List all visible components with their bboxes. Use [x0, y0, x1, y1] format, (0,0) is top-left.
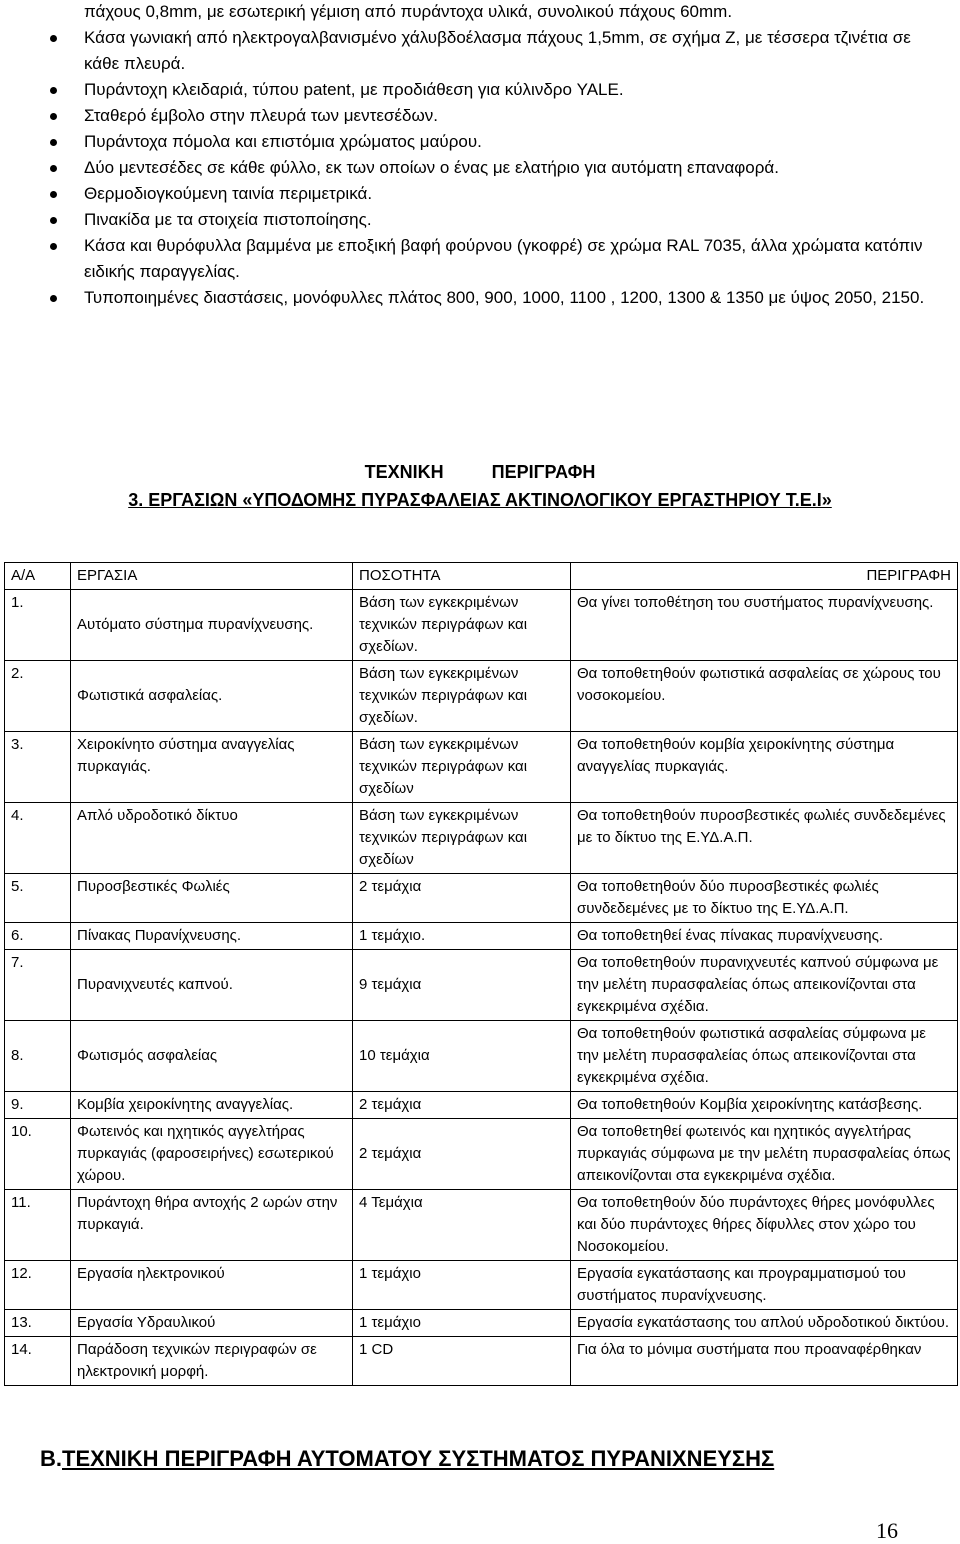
bullet-dot-icon	[50, 139, 57, 146]
header-work: ΕΡΓΑΣΙΑ	[71, 563, 353, 590]
spec-bullet-text: Κάσα και θυρόφυλλα βαμμένα με εποξική βαφή φούρνου (γκοφρέ) σε χρώμα RAL 7035, άλλα χρώματα κατόπιν ειδικής παραγγελίας.	[84, 236, 923, 281]
header-quantity: ΠΟΣΟΤΗΤΑ	[353, 563, 571, 590]
work-cell: Αυτόματο σύστημα πυρανίχνευσης.	[71, 590, 353, 661]
spec-bullet-text: Πυράντοχη κλειδαριά, τύπου patent, με προδιάθεση για κύλινδρο YALE.	[84, 80, 624, 99]
table-row	[5, 874, 958, 923]
work-cell: Πυροσβεστικές Φωλιές	[71, 874, 353, 923]
row-number-cell: 3.	[5, 732, 71, 803]
bullet-dot-icon	[50, 113, 57, 120]
row-number-cell: 1.	[5, 590, 71, 661]
row-number-cell: 14.	[5, 1337, 71, 1386]
bullet-dot-icon	[50, 243, 57, 250]
spec-bullet-list	[46, 0, 946, 311]
spec-bullet-item	[46, 25, 946, 77]
description-cell: Θα τοποθετηθούν κομβία χειροκίνητης σύστημα αναγγελίας πυρκαγιάς.	[571, 732, 958, 803]
bullet-dot-icon	[50, 217, 57, 224]
table-row	[5, 732, 958, 803]
works-table	[4, 562, 958, 1386]
quantity-cell: 4 Τεμάχια	[353, 1190, 571, 1261]
quantity-cell: 1 τεμάχιο.	[353, 923, 571, 950]
page-number: 16	[876, 1518, 898, 1543]
technical-description-heading	[0, 462, 960, 483]
work-cell: Πυρανιχνευτές καπνού.	[71, 950, 353, 1021]
work-cell: Πυράντοχη θήρα αντοχής 2 ωρών στην πυρκαγιά.	[71, 1190, 353, 1261]
work-cell: Φωτισμός ασφαλείας	[71, 1021, 353, 1092]
spec-bullet-text: Δύο μεντεσέδες σε κάθε φύλλο, εκ των οποίων ο ένας με ελατήριο για αυτόματη επαναφορά.	[84, 158, 779, 177]
section-b-prefix: Β.	[40, 1446, 62, 1471]
table-row	[5, 1337, 958, 1386]
section-b-heading: ΤΕΧΝΙΚΗ ΠΕΡΙΓΡΑΦΗ ΑΥΤΟΜΑΤΟΥ ΣΥΣΤΗΜΑΤΟΣ ΠΥΡΑΝΙΧΝΕΥΣΗΣ	[62, 1446, 775, 1471]
section-b-title	[40, 1446, 774, 1472]
description-cell: Θα τοποθετηθεί φωτεινός και ηχητικός αγγελτήρας πυρκαγιάς σύμφωνα με την μελέτη πυρασφαλείας όπως απεικονίζονται στα εγκεκριμένα σχέδια.	[571, 1119, 958, 1190]
table-row	[5, 1021, 958, 1092]
table-row	[5, 1261, 958, 1310]
spec-bullet-item	[46, 181, 946, 207]
bullet-dot-icon	[50, 295, 57, 302]
spec-bullet-text: Τυποποιημένες διαστάσεις, μονόφυλλες πλάτος 800, 900, 1000, 1100 , 1200, 1300 & 1350 με ύψος 2050, 2150.	[84, 288, 925, 307]
work-cell: Εργασία ηλεκτρονικού	[71, 1261, 353, 1310]
spec-bullet-text: Σταθερό έμβολο στην πλευρά των μεντεσέδων.	[84, 106, 438, 125]
description-cell: Εργασία εγκατάστασης του απλού υδροδοτικού δικτύου.	[571, 1310, 958, 1337]
header-aa: Α/Α	[5, 563, 71, 590]
table-header-row	[5, 563, 958, 590]
description-cell: Θα τοποθετηθούν φωτιστικά ασφαλείας σύμφωνα με την μελέτη πυρασφαλείας όπως απεικονίζονται στα εγκεκριμένα σχέδια.	[571, 1021, 958, 1092]
work-cell: Φωτεινός και ηχητικός αγγελτήρας πυρκαγιάς (φαροσειρήνες) εσωτερικού χώρου.	[71, 1119, 353, 1190]
work-cell: Απλό υδροδοτικό δίκτυο	[71, 803, 353, 874]
row-number-cell: 6.	[5, 923, 71, 950]
work-cell: Φωτιστικά ασφαλείας.	[71, 661, 353, 732]
quantity-cell: 1 CD	[353, 1337, 571, 1386]
quantity-cell: 2 τεμάχια	[353, 1092, 571, 1119]
description-cell: Εργασία εγκατάστασης και προγραμματισμού του συστήματος πυρανίχνευσης.	[571, 1261, 958, 1310]
spec-bullet-item	[46, 103, 946, 129]
row-number-cell: 2.	[5, 661, 71, 732]
quantity-cell: Βάση των εγκεκριμένων τεχνικών περιγράφων και σχεδίων.	[353, 590, 571, 661]
description-cell: Για όλα το μόνιμα συστήματα που προαναφέρθηκαν	[571, 1337, 958, 1386]
heading-word-1: ΤΕΧΝΙΚΗ	[364, 462, 444, 482]
quantity-cell: 2 τεμάχια	[353, 874, 571, 923]
work-cell: Πίνακας Πυρανίχνευσης.	[71, 923, 353, 950]
spec-bullet-item	[46, 207, 946, 233]
row-number-cell: 11.	[5, 1190, 71, 1261]
heading-word-2: ΠΕΡΙΓΡΑΦΗ	[491, 462, 596, 482]
quantity-cell: 1 τεμάχιο	[353, 1310, 571, 1337]
spec-bullet-item	[46, 285, 946, 311]
spec-bullet-text: Πυράντοχα πόμολα και επιστόμια χρώματος μαύρου.	[84, 132, 482, 151]
description-cell: Θα γίνει τοποθέτηση του συστήματος πυρανίχνευσης.	[571, 590, 958, 661]
table-row	[5, 803, 958, 874]
work-cell: Εργασία Υδραυλικού	[71, 1310, 353, 1337]
row-number-cell: 9.	[5, 1092, 71, 1119]
quantity-cell: 9 τεμάχια	[353, 950, 571, 1021]
row-number-cell: 5.	[5, 874, 71, 923]
quantity-cell: Βάση των εγκεκριμένων τεχνικών περιγράφων και σχεδίων	[353, 732, 571, 803]
row-number-cell: 7.	[5, 950, 71, 1021]
table-row	[5, 1310, 958, 1337]
work-cell: Κομβία χειροκίνητης αναγγελίας.	[71, 1092, 353, 1119]
bullet-dot-icon	[50, 165, 57, 172]
table-row	[5, 923, 958, 950]
table-row	[5, 661, 958, 732]
work-cell: Χειροκίνητο σύστημα αναγγελίας πυρκαγιάς.	[71, 732, 353, 803]
row-number-cell: 10.	[5, 1119, 71, 1190]
description-cell: Θα τοποθετηθούν πυρανιχνευτές καπνού σύμφωνα με την μελέτη πυρασφαλείας όπως απεικονίζονται στα εγκεκριμένα σχέδια.	[571, 950, 958, 1021]
bullet-dot-icon	[50, 191, 57, 198]
bullet-dot-icon	[50, 87, 57, 94]
table-row	[5, 590, 958, 661]
description-cell: Θα τοποθετηθούν φωτιστικά ασφαλείας σε χώρους του νοσοκομείου.	[571, 661, 958, 732]
spec-bullet-item	[46, 129, 946, 155]
table-row	[5, 1092, 958, 1119]
table-row	[5, 1190, 958, 1261]
spec-bullet-item	[46, 233, 946, 285]
row-number-cell: 8.	[5, 1021, 71, 1092]
row-number-cell: 4.	[5, 803, 71, 874]
table-row	[5, 1119, 958, 1190]
spec-bullet-item	[46, 77, 946, 103]
spec-bullet-text: Πινακίδα με τα στοιχεία πιστοποίησης.	[84, 210, 372, 229]
spec-bullet-item	[46, 0, 946, 25]
quantity-cell: Βάση των εγκεκριμένων τεχνικών περιγράφων και σχεδίων.	[353, 661, 571, 732]
header-description: ΠΕΡΙΓΡΑΦΗ	[571, 563, 958, 590]
row-number-cell: 12.	[5, 1261, 71, 1310]
description-cell: Θα τοποθετηθούν πυροσβεστικές φωλιές συνδεδεμένες με το δίκτυο της Ε.ΥΔ.Α.Π.	[571, 803, 958, 874]
quantity-cell: 1 τεμάχιο	[353, 1261, 571, 1310]
work-cell: Παράδοση τεχνικών περιγραφών σε ηλεκτρονική μορφή.	[71, 1337, 353, 1386]
spec-bullet-text: Κάσα γωνιακή από ηλεκτρογαλβανισμένο χάλυβδοέλασμα πάχους 1,5mm, σε σχήμα Ζ, με τέσσερα τζινέτια σε κάθε πλευρά.	[84, 28, 911, 73]
quantity-cell: Βάση των εγκεκριμένων τεχνικών περιγράφων και σχεδίων	[353, 803, 571, 874]
spec-bullet-text: Θερμοδιογκούμενη ταινία περιμετρικά.	[84, 184, 373, 203]
table-row	[5, 950, 958, 1021]
quantity-cell: 2 τεμάχια	[353, 1119, 571, 1190]
description-cell: Θα τοποθετηθούν δύο πυροσβεστικές φωλιές συνδεδεμένες με το δίκτυο της Ε.ΥΔ.Α.Π.	[571, 874, 958, 923]
description-cell: Θα τοποθετηθούν δύο πυράντοχες θήρες μονόφυλλες και δύο πυράντοχες θήρες δίφυλλες στον χώρο του Νοσοκομείου.	[571, 1190, 958, 1261]
bullet-dot-icon	[50, 35, 57, 42]
description-cell: Θα τοποθετηθεί ένας πίνακας πυρανίχνευσης.	[571, 923, 958, 950]
works-subtitle: 3. ΕΡΓΑΣΙΩΝ «ΥΠΟΔΟΜΗΣ ΠΥΡΑΣΦΑΛΕΙΑΣ ΑΚΤΙΝΟΛΟΓΙΚΟΥ ΕΡΓΑΣΤΗΡΙΟΥ Τ.Ε.Ι»	[128, 490, 832, 510]
spec-bullet-item	[46, 155, 946, 181]
description-cell: Θα τοποθετηθούν Κομβία χειροκίνητης κατάσβεσης.	[571, 1092, 958, 1119]
row-number-cell: 13.	[5, 1310, 71, 1337]
spec-bullet-text: πάχους 0,8mm, με εσωτερική γέμιση από πυράντοχα υλικά, συνολικού πάχους 60mm.	[84, 2, 733, 21]
quantity-cell: 10 τεμάχια	[353, 1021, 571, 1092]
table-body	[5, 590, 958, 1386]
